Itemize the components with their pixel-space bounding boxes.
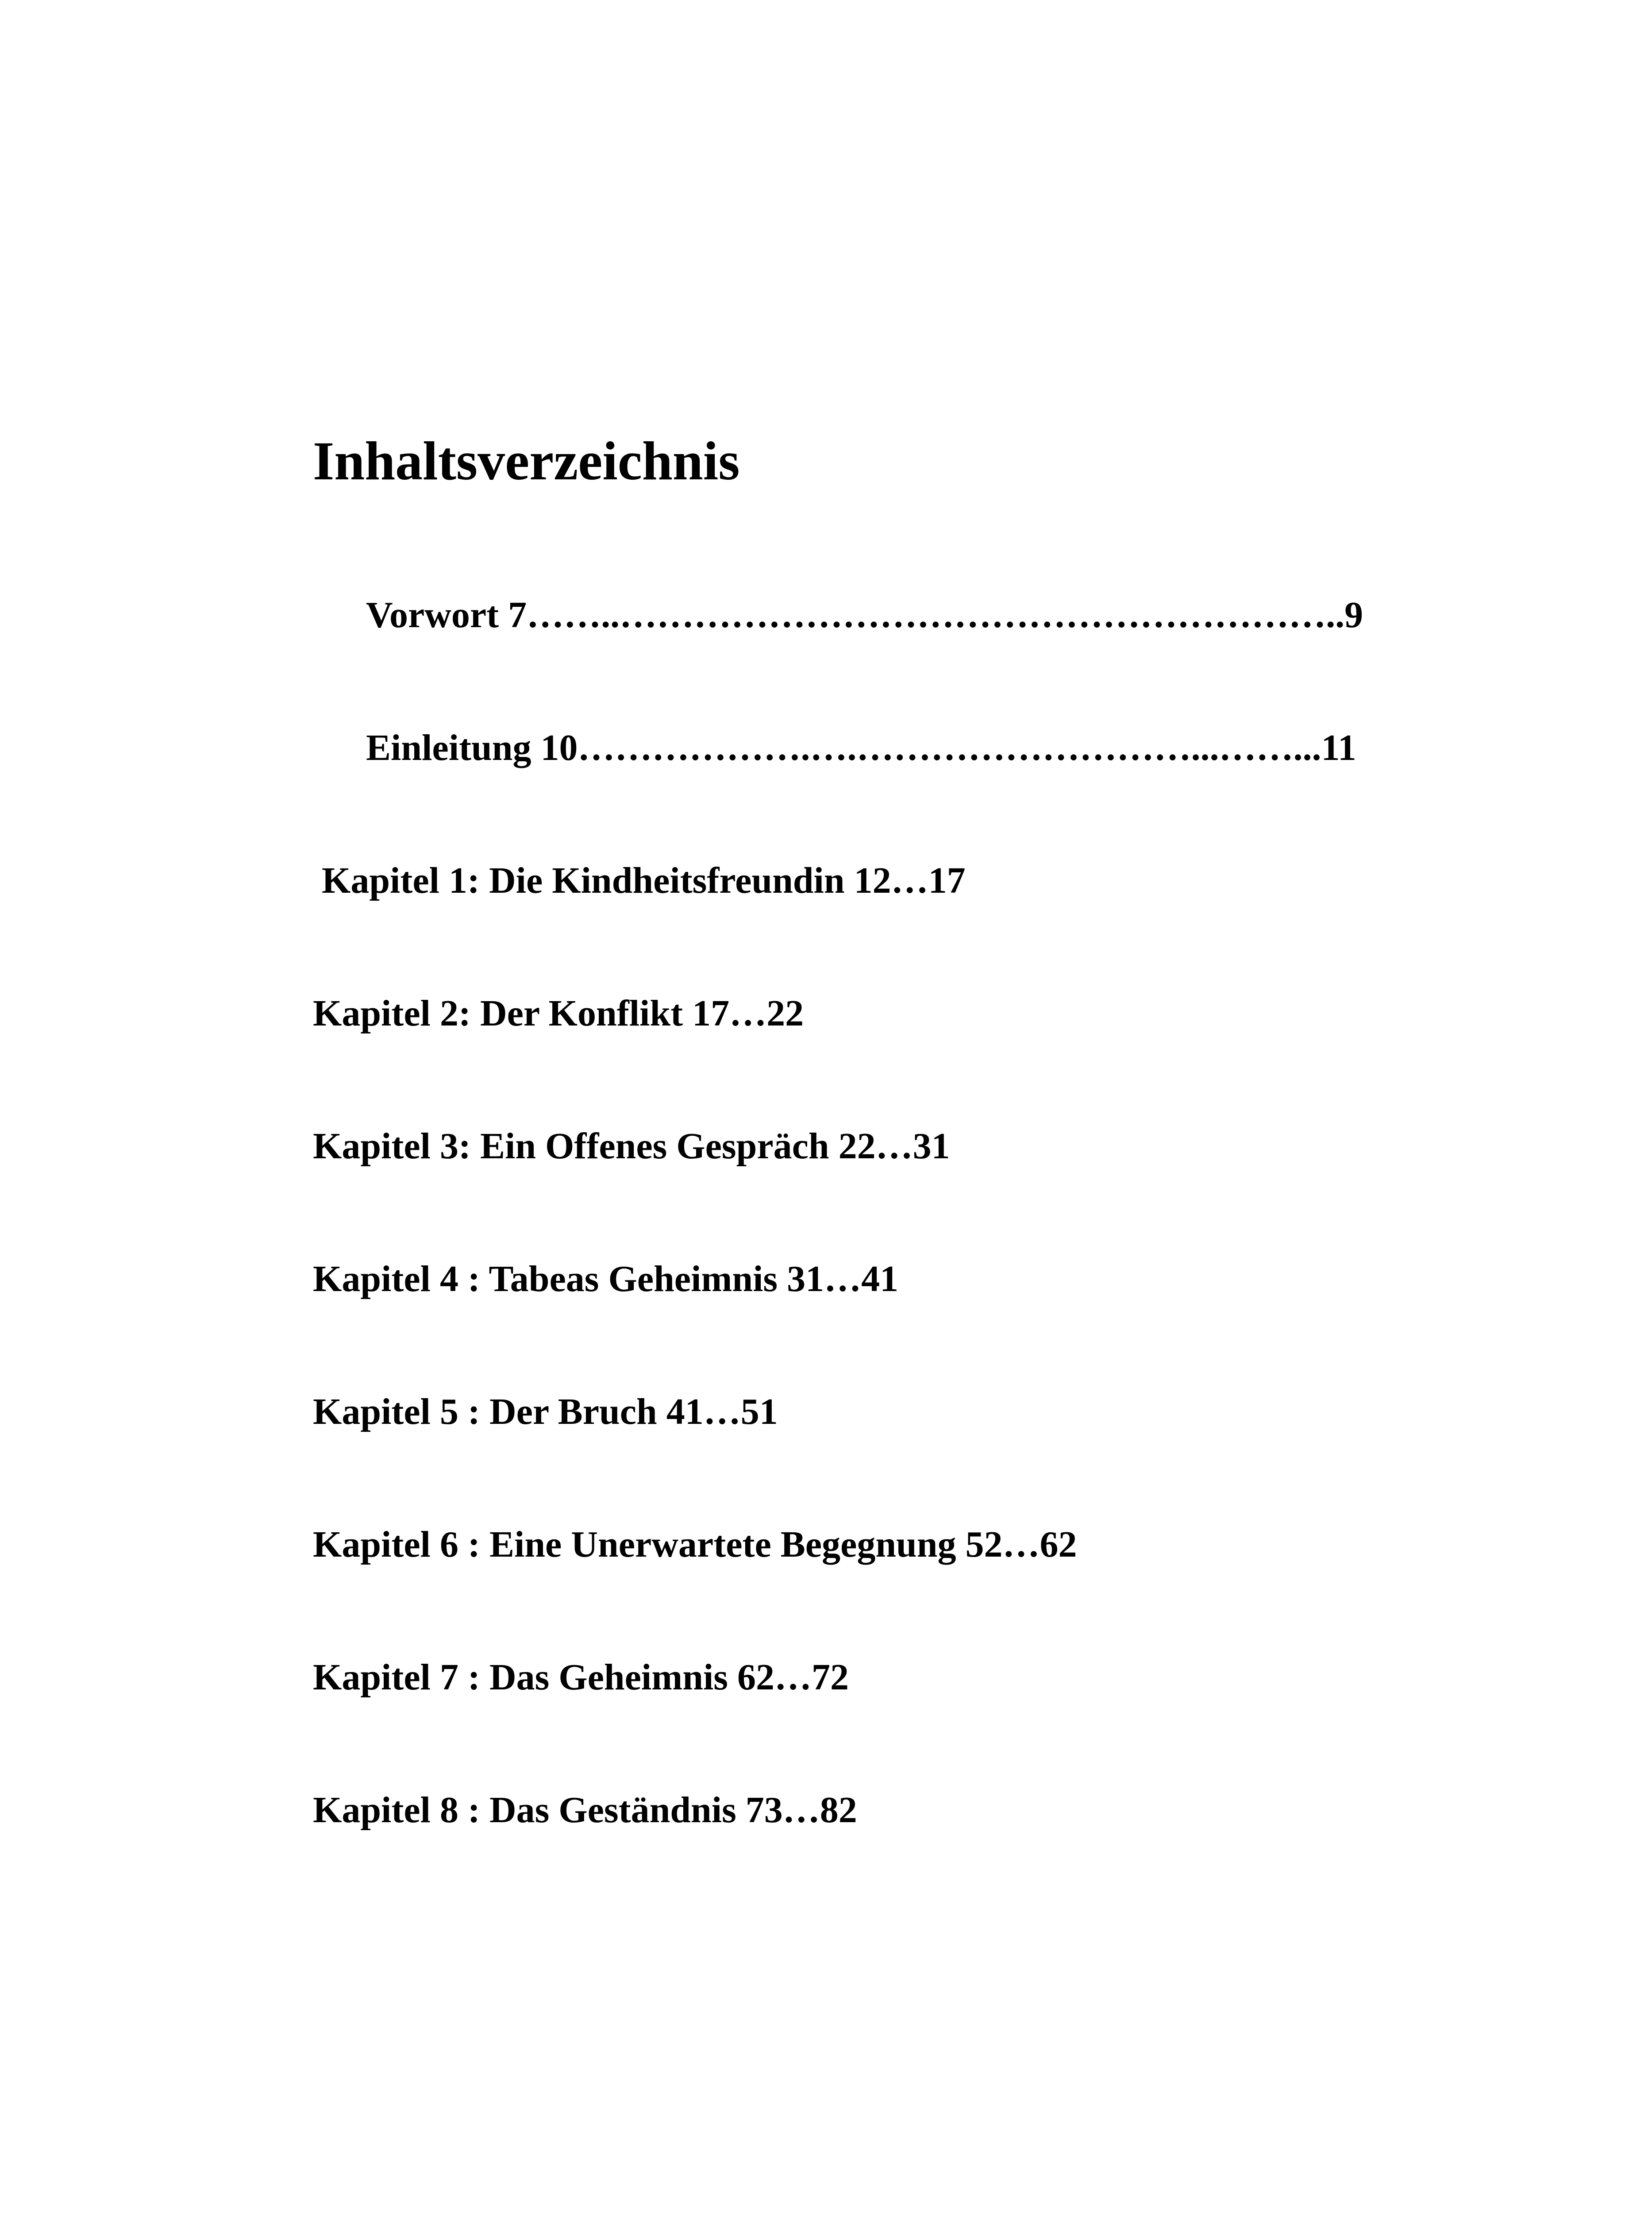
toc-entry-kapitel-6: Kapitel 6 : Eine Unerwartete Begegnung 52…62 (313, 1524, 1077, 1565)
toc-entry-kapitel-8: Kapitel 8 : Das Geständnis 73…82 (313, 1789, 857, 1831)
toc-entry-vorwort: Vorwort 7……..…………………………………………………..9 (366, 594, 1363, 636)
toc-entry-kapitel-1: Kapitel 1: Die Kindheitsfreundin 12…17 (322, 860, 966, 901)
toc-entry-kapitel-5: Kapitel 5 : Der Bruch 41…51 (313, 1391, 778, 1432)
toc-entry-einleitung: Einleitung 10……………….….………………………...……...11 (366, 727, 1356, 768)
toc-entry-kapitel-4: Kapitel 4 : Tabeas Geheimnis 31…41 (313, 1258, 899, 1299)
toc-entry-kapitel-3: Kapitel 3: Ein Offenes Gespräch 22…31 (313, 1126, 950, 1167)
toc-entry-kapitel-2: Kapitel 2: Der Konflikt 17…22 (313, 993, 804, 1034)
toc-entry-kapitel-7: Kapitel 7 : Das Geheimnis 62…72 (313, 1657, 849, 1698)
toc-title: Inhaltsverzeichnis (313, 431, 740, 491)
